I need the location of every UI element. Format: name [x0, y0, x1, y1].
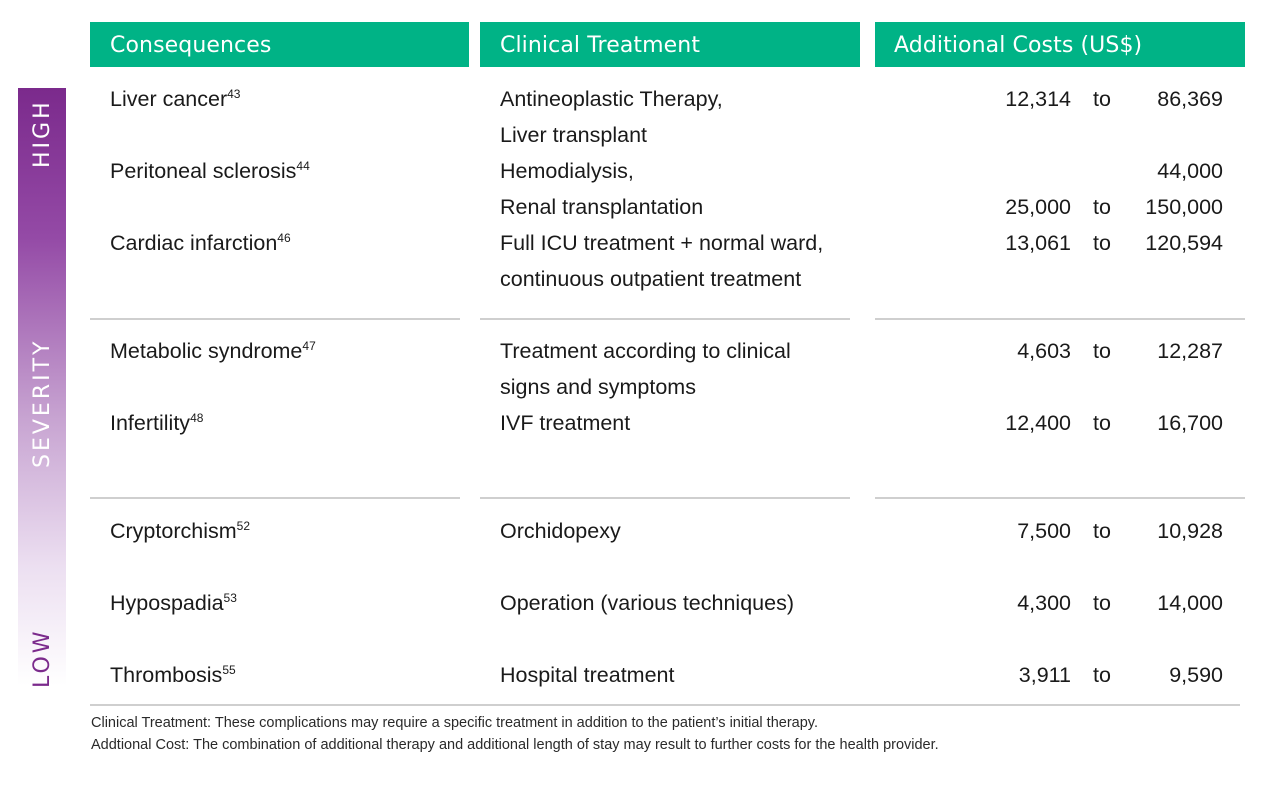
cost-value: 44,000 [1157, 159, 1223, 183]
treatment-line: Orchidopexy [500, 519, 621, 543]
treatment-line: Hospital treatment [500, 663, 675, 687]
treatment-line: Operation (various techniques) [500, 591, 794, 615]
treatment-line: Renal transplantation [500, 195, 704, 219]
consequence-infertility: Infertility$^{48}$ [110, 411, 204, 435]
cost-to: 120,594 [1145, 231, 1223, 255]
cost-to: 16,700 [1157, 411, 1223, 435]
consequence-thrombosis: Thrombosis$^{55}$ [110, 663, 236, 687]
cost-to-word: to [1093, 231, 1111, 255]
treatment-line: IVF treatment [500, 411, 631, 435]
divider-cost-2 [875, 497, 1245, 499]
cost-to: 14,000 [1157, 591, 1223, 615]
header-consequences: Consequences [90, 22, 469, 67]
divider-bottom [90, 704, 1240, 706]
severity-low-label: LOW [30, 628, 55, 688]
cost-to: 150,000 [1145, 195, 1223, 219]
consequence-cryptorchism: Cryptorchism$^{52}$ [110, 519, 250, 543]
consequence-cardiac-infarction: Cardiac infarction$^{46}$ [110, 231, 291, 255]
consequence-metabolic-syndrome: Metabolic syndrome$^{47}$ [110, 339, 316, 363]
cost-to-word: to [1093, 339, 1111, 363]
divider-consequences-1 [90, 318, 460, 320]
treatment-line: signs and symptoms [500, 375, 696, 399]
cost-to: 12,287 [1157, 339, 1223, 363]
divider-consequences-2 [90, 497, 460, 499]
cost-to: 86,369 [1157, 87, 1223, 111]
cost-to: 10,928 [1157, 519, 1223, 543]
consequence-peritoneal-sclerosis: Peritoneal sclerosis$^{44}$ [110, 159, 310, 183]
cost-from: 13,061 [1005, 231, 1071, 255]
treatment-line: Hemodialysis, [500, 159, 634, 183]
cost-from: 4,603 [1017, 339, 1071, 363]
consequence-liver-cancer: Liver cancer$^{43}$ [110, 87, 241, 111]
cost-to-word: to [1093, 591, 1111, 615]
footnote-clinical-treatment: Clinical Treatment: These complications may require a specific treatment in addition to the patient’s initial therapy. [91, 715, 818, 731]
severity-label: SEVERITY [30, 338, 55, 468]
divider-treatment-1 [480, 318, 850, 320]
treatment-line: Liver transplant [500, 123, 647, 147]
cost-to: 9,590 [1169, 663, 1223, 687]
divider-cost-1 [875, 318, 1245, 320]
cost-from: 12,314 [1005, 87, 1071, 111]
cost-to-word: to [1093, 87, 1111, 111]
treatment-line: Treatment according to clinical [500, 339, 791, 363]
header-additional-costs: Additional Costs (US$) [875, 22, 1245, 67]
header-clinical-treatment: Clinical Treatment [480, 22, 860, 67]
cost-to-word: to [1093, 519, 1111, 543]
cost-to-word: to [1093, 195, 1111, 219]
divider-treatment-2 [480, 497, 850, 499]
treatment-line: continuous outpatient treatment [500, 267, 802, 291]
cost-to-word: to [1093, 411, 1111, 435]
severity-high-label: HIGH [30, 99, 55, 168]
treatment-line: Antineoplastic Therapy, [500, 87, 723, 111]
cost-to-word: to [1093, 663, 1111, 687]
cost-from: 4,300 [1017, 591, 1071, 615]
footnote-additional-cost: Addtional Cost: The combination of additional therapy and additional length of stay may result to further costs for the health provider. [91, 737, 939, 753]
cost-from: 12,400 [1005, 411, 1071, 435]
cost-from: 7,500 [1017, 519, 1071, 543]
cost-from: 25,000 [1005, 195, 1071, 219]
consequence-hypospadia: Hypospadia$^{53}$ [110, 591, 237, 615]
cost-from: 3,911 [1018, 663, 1071, 687]
treatment-line: Full ICU treatment + normal ward, [500, 231, 824, 255]
